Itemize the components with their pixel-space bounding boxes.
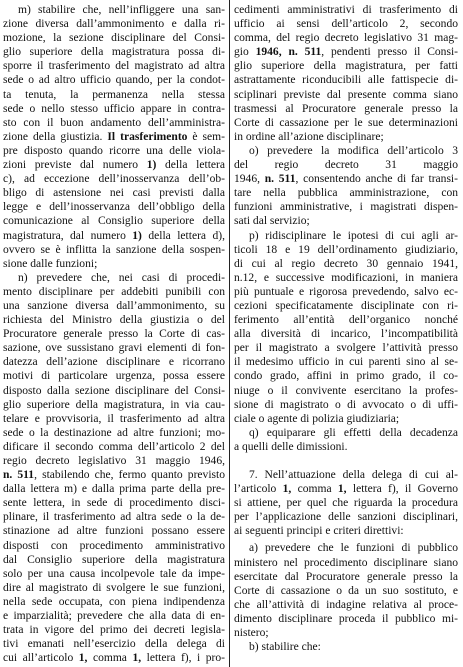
text-line: trasmessi al Procuratore generale presso la [234, 102, 458, 115]
text-line: ticoli 18 e 19 dell’ordinamento giudiziario, [234, 243, 458, 256]
text-line: sede o nello stesso ufficio appare in contra- [3, 102, 225, 115]
text-line: disposti con procedimento amministrativo [3, 539, 225, 552]
text-line: m) stabilire che, nell’infliggere una san- [18, 4, 225, 16]
text-line: n. 511, stabilendo che, fermo quanto previsto [3, 469, 225, 482]
text-line: n) prevedere che, nei casi di procedi- [18, 271, 225, 284]
text-line: ta tenuta, la permanenza nella stessa [3, 88, 225, 101]
text-line: alla diversità di incarico, l’incompatibilità [234, 328, 458, 341]
text-line: l’articolo 1, comma 1, lettera f), il Governo [234, 483, 458, 496]
text-line: dire al magistrato di svolgere le sue funzioni, [3, 581, 225, 594]
text-line: si attiene, per quel che riguarda la procedura [234, 497, 458, 510]
text-line: Procuratore generale presso la Corte di cas- [3, 328, 225, 341]
text-line: comma, del regio decreto legislativo 31 mag- [234, 32, 458, 45]
text-line: pre disposto quando ricorre una delle viola- [3, 144, 225, 157]
text-line: bligo di astensione nei casi previsti dalla [3, 187, 225, 200]
text-line: glio superiore della magistratura, per fatti [234, 60, 458, 73]
text-line: cezioni specificatamente disciplinate con ri- [234, 299, 458, 312]
text-line: sione dalle funzioni; [3, 257, 98, 270]
text-line: ferimento all’entità dell’organico nonché [234, 314, 458, 327]
text-line: tivi emanati nell’esercizio della delega di [3, 638, 225, 651]
text-line: del regio decreto 31 maggio [234, 159, 458, 172]
text-line: magistratura, dal numero 1) della lettera d), [3, 229, 225, 242]
right-text-column [234, 3, 458, 667]
text-line: n.12, e successive modificazioni, in maniera [234, 271, 458, 284]
text-line: ufficio ai sensi dell’articolo 2, secondo [234, 18, 458, 31]
text-line: o) prevedere la modifica dell’articolo 3 [249, 144, 458, 157]
text-line: una sanzione diversa dall’ammonimento, su [3, 299, 225, 312]
text-line: sede o la destinazione ad altre funzioni; mo- [3, 426, 225, 439]
text-line: sede o ad altro ufficio quando, per la condot- [3, 74, 225, 87]
text-line: nella sede occupata, con piena indipendenza [3, 595, 225, 608]
text-line: glio superiore della magistratura, in via cau- [3, 398, 225, 411]
text-line: comunicazione al Consiglio superiore della [3, 215, 225, 228]
text-line: richiesta del Ministro della giustizia o del [3, 314, 225, 327]
text-line: sione di magistrato o di avvocato o di uffi- [234, 398, 458, 411]
text-line: gio 1946, n. 511, pendenti presso il Consi- [234, 46, 458, 59]
text-line: sati dal servizio; [234, 215, 310, 228]
text-line: regio decreto legislativo 31 maggio 1946, [3, 455, 225, 467]
text-line: a quelli delle dimissioni. [234, 440, 348, 453]
text-line: in ordine all’azione disciplinare; [234, 130, 384, 143]
text-line: dificare il secondo comma dell’articolo 2 del [3, 440, 225, 453]
left-text-column [3, 3, 225, 667]
text-line: mozione, la sezione disciplinare del Consi- [3, 32, 225, 45]
text-line: mento disciplinare per addebiti punibili con [3, 285, 225, 298]
text-line: dal Consiglio superiore della magistratura [3, 553, 225, 566]
text-line: datezza dell’azione disciplinare e ricorrano [3, 356, 225, 369]
text-line: 1946, n. 511, consentendo anche di far transi- [234, 173, 458, 186]
column-divider [229, 0, 230, 667]
text-line: sciplinari previste dal presente comma siano [234, 88, 458, 101]
text-line: cedimenti amministrativi di trasferimento di [234, 4, 458, 16]
text-line: per il magistrato a svolgere l’attività presso [234, 342, 458, 355]
text-line: sazione, ove sussistano gravi elementi di fon- [3, 342, 225, 355]
text-line: zioni previste dal numero 1) della lettera [3, 159, 225, 172]
text-line: zione diversa dall’ammonimento e dalla ri- [3, 18, 225, 31]
text-line: ovvero se è inflitta la sanzione della sospen- [3, 243, 225, 256]
text-line: cui all’articolo 1, comma 1, lettera f), i pro- [3, 652, 225, 665]
text-line: zione della giustizia. Il trasferimento è sem- [3, 130, 225, 143]
text-line: di cui al regio decreto 30 gennaio 1941, [234, 257, 458, 270]
text-line: legge e dell’inosservanza dell’obbligo della [3, 201, 225, 214]
text-line: solo per una causa incolpevole tale da impe- [3, 567, 225, 580]
text-line: trata in vigore del primo dei decreti legisla- [3, 624, 225, 637]
text-line: a) prevedere che le funzioni di pubblico [249, 542, 458, 555]
text-line: esercitate dal Procuratore generale presso la [234, 570, 458, 583]
text-line: dalla lettera m) e dalla prima parte della pre- [3, 483, 225, 496]
text-line: per l’applicazione delle sanzioni disciplinari, [234, 511, 458, 524]
text-line: ciale o agente di polizia giudiziaria; [234, 412, 400, 425]
text-line: ai seguenti principi e criteri direttivi: [234, 525, 404, 538]
text-line: b) stabilire che: [249, 641, 321, 654]
text-line: ministero nel procedimento disciplinare siano [234, 556, 458, 569]
text-line: q) equiparare gli effetti della decadenza [249, 426, 458, 439]
text-line: condo grado, affini in primo grado, il co- [234, 370, 458, 383]
text-line: che all’attività di indagine relativa al proce- [234, 598, 458, 611]
text-line: sporre il trasferimento del magistrato ad altra [3, 60, 225, 73]
text-line: dimento disciplinare proceda il pubblico mi- [234, 612, 458, 625]
text-line: nistero; [234, 627, 269, 640]
text-line: 7. Nell’attuazione della delega di cui al- [249, 469, 458, 481]
text-line: funzioni amministrative, i magistrati dispen- [234, 201, 458, 214]
text-line: motivi di particolare urgenza, possa essere [3, 370, 225, 383]
text-line: stinazione ad altre funzioni possano essere [3, 525, 225, 538]
text-line: e imparzialità; prevedere che alla data di en- [3, 610, 225, 623]
text-line: disposto dalla sezione disciplinare del Consi- [3, 384, 225, 397]
text-line: plinare, il trasferimento ad altra sede o la de- [3, 511, 225, 524]
text-line: c), ad eccezione dell’inosservanza dell’ob- [3, 173, 225, 186]
text-line: più puntuale e rigorosa prevedendo, salvo ec- [234, 285, 458, 298]
text-line: astrattamente riconducibili alle fattispecie di- [234, 74, 458, 87]
text-line: il medesimo ufficio in cui parenti sino al se- [234, 356, 458, 369]
text-line: Corte di cassazione per le sue determinazioni [234, 116, 458, 129]
text-line: telare e provvisoria, il trasferimento ad altra [3, 412, 225, 425]
text-line: sto con il buon andamento dell’amministra- [3, 116, 225, 129]
text-line: p) ridisciplinare le ipotesi di cui agli ar- [249, 229, 458, 242]
text-line: niuge o il convivente esercitano la profes- [234, 384, 458, 397]
text-line: glio superiore della magistratura possa di- [3, 46, 225, 59]
text-line: Corte di cassazione o da un suo sostituto, e [234, 584, 458, 597]
text-line: sente lettera, in sede di procedimento disci- [3, 497, 225, 510]
text-line: tare nella pubblica amministrazione, con [234, 187, 458, 200]
